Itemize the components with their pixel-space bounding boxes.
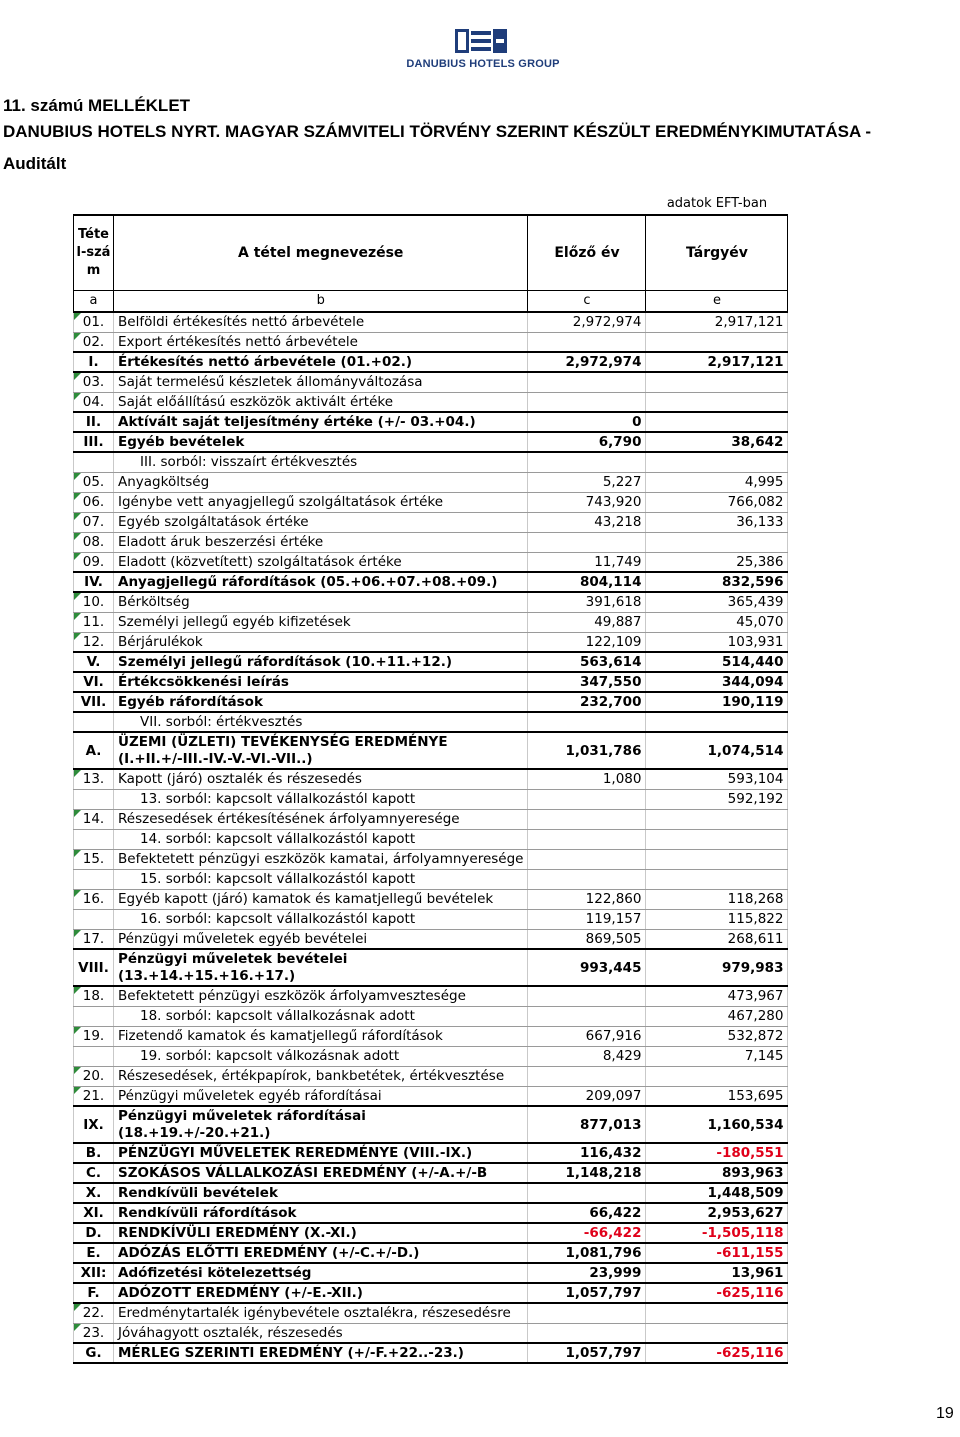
row-prev-value: 119,157 — [528, 909, 646, 929]
row-curr-value — [646, 809, 788, 829]
row-curr-value: -180,551 — [646, 1143, 788, 1163]
row-name: Kapott (járó) osztalék és részesedés — [114, 769, 528, 789]
row-curr-value: 38,642 — [646, 432, 788, 452]
row-code: IV. — [74, 572, 114, 592]
table-row — [74, 1223, 788, 1243]
row-name: 15. sorból: kapcsolt vállalkozástól kapott — [114, 869, 528, 889]
row-name: Értékcsökkenési leírás — [114, 672, 528, 692]
row-name: Bérjárulékok — [114, 632, 528, 652]
row-name: Egyéb bevételek — [114, 432, 528, 452]
row-prev-value: 391,618 — [528, 592, 646, 612]
row-curr-value — [646, 452, 788, 472]
row-curr-value: 473,967 — [646, 986, 788, 1006]
row-name: 13. sorból: kapcsolt vállalkozástól kapott — [114, 789, 528, 809]
row-name: Jóváhagyott osztalék, részesedés — [114, 1323, 528, 1343]
row-prev-value — [528, 986, 646, 1006]
row-prev-value: 1,057,797 — [528, 1283, 646, 1303]
row-code — [74, 452, 114, 472]
row-curr-value — [646, 332, 788, 352]
row-name: Befektetett pénzügyi eszközök kamatai, árfolyamnyeresége — [114, 849, 528, 869]
table-row — [74, 909, 788, 929]
row-curr-value: 25,386 — [646, 552, 788, 572]
table-row — [74, 712, 788, 732]
header-row — [74, 215, 788, 290]
row-prev-value: 877,013 — [528, 1106, 646, 1143]
row-code: 04. — [74, 392, 114, 412]
row-prev-value: 804,114 — [528, 572, 646, 592]
row-name-line2: (18.+19.+/-20.+21.) — [118, 1124, 271, 1141]
row-name: PÉNZÜGYI MŰVELETEK REREDMÉNYE (VIII.-IX.) — [114, 1143, 528, 1163]
table-row — [74, 532, 788, 552]
table-row — [74, 672, 788, 692]
row-name: Rendkívüli bevételek — [114, 1183, 528, 1203]
row-code: II. — [74, 412, 114, 432]
table-row — [74, 1263, 788, 1283]
table-row — [74, 1303, 788, 1323]
row-prev-value — [528, 372, 646, 392]
table-row — [74, 732, 788, 769]
row-curr-value: 2,917,121 — [646, 312, 788, 332]
row-code: 02. — [74, 332, 114, 352]
row-code: B. — [74, 1143, 114, 1163]
row-code: VIII. — [74, 949, 114, 986]
table-row — [74, 1163, 788, 1183]
row-code: 05. — [74, 472, 114, 492]
row-prev-value: 563,614 — [528, 652, 646, 672]
row-curr-value — [646, 1323, 788, 1343]
row-name: 16. sorból: kapcsolt vállalkozástól kapott — [114, 909, 528, 929]
table-row — [74, 692, 788, 712]
table-row — [74, 432, 788, 452]
row-prev-value: 49,887 — [528, 612, 646, 632]
row-code: A. — [74, 732, 114, 769]
table-row — [74, 829, 788, 849]
table-row — [74, 312, 788, 332]
table-row — [74, 1106, 788, 1143]
table-row — [74, 612, 788, 632]
row-curr-value: 1,448,509 — [646, 1183, 788, 1203]
header-code: Tétel-szám — [74, 215, 114, 290]
table-row — [74, 1283, 788, 1303]
row-name: Részesedések értékesítésének árfolyamnyeresége — [114, 809, 528, 829]
row-code: 19. — [74, 1026, 114, 1046]
row-code: G. — [74, 1343, 114, 1363]
row-code: 10. — [74, 592, 114, 612]
row-curr-value: 592,192 — [646, 789, 788, 809]
row-name: Egyéb kapott (járó) kamatok és kamatjellegű bevételek — [114, 889, 528, 909]
table-row — [74, 592, 788, 612]
row-name: Értékesítés nettó árbevétele (01.+02.) — [114, 352, 528, 372]
income-statement-table — [73, 193, 788, 1364]
table-row — [74, 572, 788, 592]
row-prev-value — [528, 789, 646, 809]
row-prev-value: 43,218 — [528, 512, 646, 532]
row-prev-value: 122,109 — [528, 632, 646, 652]
row-prev-value: 0 — [528, 412, 646, 432]
table-row — [74, 1006, 788, 1026]
table-row — [74, 332, 788, 352]
row-name: Anyagjellegű ráfordítások (05.+06.+07.+08.+09.) — [114, 572, 528, 592]
row-prev-value: 116,432 — [528, 1143, 646, 1163]
row-name: 18. sorból: kapcsolt vállalkozásnak adott — [114, 1006, 528, 1026]
row-prev-value: 667,916 — [528, 1026, 646, 1046]
row-prev-value — [528, 1066, 646, 1086]
row-name: III. sorból: visszaírt értékvesztés — [114, 452, 528, 472]
row-curr-value: 832,596 — [646, 572, 788, 592]
row-name: Adófizetési kötelezettség — [114, 1263, 528, 1283]
danubius-logo-icon — [455, 29, 507, 53]
row-code: 07. — [74, 512, 114, 532]
row-prev-value: 1,080 — [528, 769, 646, 789]
row-curr-value: 36,133 — [646, 512, 788, 532]
table-row — [74, 1323, 788, 1343]
row-prev-value: 122,860 — [528, 889, 646, 909]
row-name-line1: Pénzügyi műveletek bevételei — [118, 950, 348, 967]
row-name: RENDKÍVÜLI EREDMÉNY (X.-XI.) — [114, 1223, 528, 1243]
table-row — [74, 472, 788, 492]
row-curr-value — [646, 712, 788, 732]
header-prev: Előző év — [528, 215, 646, 290]
row-curr-value: 766,082 — [646, 492, 788, 512]
row-code: 16. — [74, 889, 114, 909]
row-prev-value: 8,429 — [528, 1046, 646, 1066]
header-name: A tétel megnevezése — [114, 215, 528, 290]
table-row — [74, 1243, 788, 1263]
row-name: Fizetendő kamatok és kamatjellegű ráfordítások — [114, 1026, 528, 1046]
row-name: Pénzügyi műveletek egyéb bevételei — [114, 929, 528, 949]
row-name: Saját termelésű készletek állományváltozása — [114, 372, 528, 392]
row-code: XII: — [74, 1263, 114, 1283]
row-name: ADÓZÁS ELŐTTI EREDMÉNY (+/-C.+/-D.) — [114, 1243, 528, 1263]
row-code — [74, 789, 114, 809]
row-curr-value: 7,145 — [646, 1046, 788, 1066]
row-prev-value: 232,700 — [528, 692, 646, 712]
row-code: 12. — [74, 632, 114, 652]
row-name: Igénybe vett anyagjellegű szolgáltatások értéke — [114, 492, 528, 512]
row-name-line1: Pénzügyi műveletek ráfordításai — [118, 1107, 366, 1124]
table-row — [74, 352, 788, 372]
row-name: Egyéb szolgáltatások értéke — [114, 512, 528, 532]
table-row — [74, 769, 788, 789]
row-curr-value: 893,963 — [646, 1163, 788, 1183]
row-name: Eladott áruk beszerzési értéke — [114, 532, 528, 552]
row-name: Anyagköltség — [114, 472, 528, 492]
table-row — [74, 492, 788, 512]
row-curr-value: 514,440 — [646, 652, 788, 672]
row-name: Rendkívüli ráfordítások — [114, 1203, 528, 1223]
row-curr-value: 979,983 — [646, 949, 788, 986]
row-code: I. — [74, 352, 114, 372]
table-row — [74, 1343, 788, 1363]
row-prev-value — [528, 869, 646, 889]
row-prev-value — [528, 392, 646, 412]
row-curr-value — [646, 372, 788, 392]
table-row — [74, 372, 788, 392]
row-curr-value — [646, 1066, 788, 1086]
header-curr: Tárgyév — [646, 215, 788, 290]
row-code — [74, 829, 114, 849]
letter-row — [74, 290, 788, 312]
row-name: VII. sorból: értékvesztés — [114, 712, 528, 732]
letter-curr: e — [646, 290, 788, 312]
row-code: IX. — [74, 1106, 114, 1143]
table-row — [74, 869, 788, 889]
row-code: 11. — [74, 612, 114, 632]
row-code — [74, 712, 114, 732]
row-name-line2: (I.+II.+/-III.-IV.-V.-VI.-VII..) — [118, 750, 313, 767]
row-curr-value: 153,695 — [646, 1086, 788, 1106]
table-row — [74, 929, 788, 949]
row-prev-value: -66,422 — [528, 1223, 646, 1243]
row-prev-value: 23,999 — [528, 1263, 646, 1283]
row-prev-value: 1,081,796 — [528, 1243, 646, 1263]
row-code: C. — [74, 1163, 114, 1183]
table-row — [74, 1203, 788, 1223]
row-curr-value — [646, 1303, 788, 1323]
row-curr-value: 103,931 — [646, 632, 788, 652]
row-prev-value: 1,148,218 — [528, 1163, 646, 1183]
row-prev-value — [528, 1323, 646, 1343]
row-name: 19. sorból: kapcsolt válkozásnak adott — [114, 1046, 528, 1066]
row-code: V. — [74, 652, 114, 672]
danubius-logo — [383, 25, 583, 75]
table-row — [74, 986, 788, 1006]
row-curr-value: 4,995 — [646, 472, 788, 492]
table-row — [74, 1026, 788, 1046]
letter-code: a — [74, 290, 114, 312]
row-name: SZOKÁSOS VÁLLALKOZÁSI EREDMÉNY (+/-A.+/-B — [114, 1163, 528, 1183]
row-name — [114, 949, 528, 986]
row-curr-value: 593,104 — [646, 769, 788, 789]
row-prev-value — [528, 809, 646, 829]
row-curr-value: 365,439 — [646, 592, 788, 612]
row-curr-value: 118,268 — [646, 889, 788, 909]
row-curr-value: 2,917,121 — [646, 352, 788, 372]
unit-row — [74, 193, 788, 215]
table-row — [74, 552, 788, 572]
row-code: F. — [74, 1283, 114, 1303]
row-prev-value — [528, 1303, 646, 1323]
row-code: 21. — [74, 1086, 114, 1106]
row-curr-value — [646, 392, 788, 412]
row-prev-value: 209,097 — [528, 1086, 646, 1106]
row-curr-value: 45,070 — [646, 612, 788, 632]
row-code: VII. — [74, 692, 114, 712]
row-name-line1: ÜZEMI (ÜZLETI) TEVÉKENYSÉG EREDMÉNYE — [118, 733, 448, 750]
table-row — [74, 789, 788, 809]
row-code: 09. — [74, 552, 114, 572]
table-row — [74, 849, 788, 869]
row-code: 08. — [74, 532, 114, 552]
row-code: VI. — [74, 672, 114, 692]
row-name: Befektetett pénzügyi eszközök árfolyamvesztesége — [114, 986, 528, 1006]
row-curr-value: 1,160,534 — [646, 1106, 788, 1143]
row-code: 15. — [74, 849, 114, 869]
table-row — [74, 889, 788, 909]
row-curr-value — [646, 829, 788, 849]
row-name: Személyi jellegű ráfordítások (10.+11.+12.) — [114, 652, 528, 672]
row-name — [114, 1106, 528, 1143]
row-code: 06. — [74, 492, 114, 512]
table-row — [74, 412, 788, 432]
row-code: 13. — [74, 769, 114, 789]
row-curr-value: -1,505,118 — [646, 1223, 788, 1243]
row-curr-value — [646, 412, 788, 432]
row-curr-value: -625,116 — [646, 1283, 788, 1303]
row-name: Aktívált saját teljesítmény értéke (+/- 03.+04.) — [114, 412, 528, 432]
row-curr-value: -625,116 — [646, 1343, 788, 1363]
row-code — [74, 1006, 114, 1026]
row-prev-value — [528, 1006, 646, 1026]
row-code — [74, 869, 114, 889]
row-curr-value: -611,155 — [646, 1243, 788, 1263]
row-curr-value: 268,611 — [646, 929, 788, 949]
row-prev-value: 993,445 — [528, 949, 646, 986]
appendix-title: 11. számú MELLÉKLET — [3, 96, 191, 115]
document-title: DANUBIUS HOTELS NYRT. MAGYAR SZÁMVITELI TÖRVÉNY SZERINT KÉSZÜLT EREDMÉNYKIMUTATÁSA - — [3, 122, 871, 141]
row-name: Pénzügyi műveletek egyéb ráfordításai — [114, 1086, 528, 1106]
unit-label: adatok EFT-ban — [666, 196, 768, 211]
row-name: ADÓZOTT EREDMÉNY (+/-E.-XII.) — [114, 1283, 528, 1303]
row-code: D. — [74, 1223, 114, 1243]
row-code — [74, 1046, 114, 1066]
row-name: Eredménytartalék igénybevétele osztalékra, részesedésre — [114, 1303, 528, 1323]
row-prev-value: 1,031,786 — [528, 732, 646, 769]
row-name: Egyéb ráfordítások — [114, 692, 528, 712]
table-row — [74, 809, 788, 829]
row-curr-value: 344,094 — [646, 672, 788, 692]
row-name: Export értékesítés nettó árbevétele — [114, 332, 528, 352]
row-curr-value: 115,822 — [646, 909, 788, 929]
row-prev-value — [528, 332, 646, 352]
row-name-line2: (13.+14.+15.+16.+17.) — [118, 967, 296, 984]
table-row — [74, 1143, 788, 1163]
table-row — [74, 1086, 788, 1106]
page-number: 19 — [936, 1405, 954, 1422]
row-curr-value: 467,280 — [646, 1006, 788, 1026]
row-curr-value — [646, 849, 788, 869]
row-name: Eladott (közvetített) szolgáltatások értéke — [114, 552, 528, 572]
row-prev-value — [528, 1183, 646, 1203]
row-name: Bérköltség — [114, 592, 528, 612]
logo-text: DANUBIUS HOTELS GROUP — [406, 58, 560, 70]
row-curr-value: 532,872 — [646, 1026, 788, 1046]
row-prev-value — [528, 849, 646, 869]
row-code: X. — [74, 1183, 114, 1203]
row-curr-value: 13,961 — [646, 1263, 788, 1283]
row-curr-value — [646, 869, 788, 889]
row-prev-value: 2,972,974 — [528, 312, 646, 332]
row-prev-value: 2,972,974 — [528, 352, 646, 372]
table-row — [74, 652, 788, 672]
table-row — [74, 452, 788, 472]
row-prev-value: 66,422 — [528, 1203, 646, 1223]
row-prev-value — [528, 829, 646, 849]
row-code: 14. — [74, 809, 114, 829]
row-prev-value — [528, 712, 646, 732]
row-name — [114, 732, 528, 769]
row-code: 23. — [74, 1323, 114, 1343]
row-name: Személyi jellegű egyéb kifizetések — [114, 612, 528, 632]
row-prev-value: 869,505 — [528, 929, 646, 949]
table-row — [74, 949, 788, 986]
letter-prev: c — [528, 290, 646, 312]
row-code: III. — [74, 432, 114, 452]
row-code — [74, 909, 114, 929]
row-curr-value: 1,074,514 — [646, 732, 788, 769]
row-prev-value: 1,057,797 — [528, 1343, 646, 1363]
row-code: 01. — [74, 312, 114, 332]
row-code: 17. — [74, 929, 114, 949]
row-prev-value: 6,790 — [528, 432, 646, 452]
table-row — [74, 512, 788, 532]
row-prev-value: 11,749 — [528, 552, 646, 572]
table-row — [74, 1046, 788, 1066]
row-prev-value: 743,920 — [528, 492, 646, 512]
row-prev-value — [528, 452, 646, 472]
row-code: 18. — [74, 986, 114, 1006]
letter-name: b — [114, 290, 528, 312]
row-prev-value: 347,550 — [528, 672, 646, 692]
row-code: 03. — [74, 372, 114, 392]
table-row — [74, 1183, 788, 1203]
row-name: 14. sorból: kapcsolt vállalkozástól kapott — [114, 829, 528, 849]
row-name: Saját előállítású eszközök aktivált értéke — [114, 392, 528, 412]
table-row — [74, 632, 788, 652]
row-code: 22. — [74, 1303, 114, 1323]
row-code: E. — [74, 1243, 114, 1263]
row-curr-value: 2,953,627 — [646, 1203, 788, 1223]
row-prev-value — [528, 532, 646, 552]
row-prev-value: 5,227 — [528, 472, 646, 492]
row-name: Belföldi értékesítés nettó árbevétele — [114, 312, 528, 332]
row-code: XI. — [74, 1203, 114, 1223]
row-curr-value — [646, 532, 788, 552]
row-curr-value: 190,119 — [646, 692, 788, 712]
row-name: Részesedések, értékpapírok, bankbetétek, értékvesztése — [114, 1066, 528, 1086]
audit-status: Auditált — [3, 154, 67, 173]
table-row — [74, 1066, 788, 1086]
row-name: MÉRLEG SZERINTI EREDMÉNY (+/-F.+22..-23.) — [114, 1343, 528, 1363]
table-row — [74, 392, 788, 412]
row-code: 20. — [74, 1066, 114, 1086]
